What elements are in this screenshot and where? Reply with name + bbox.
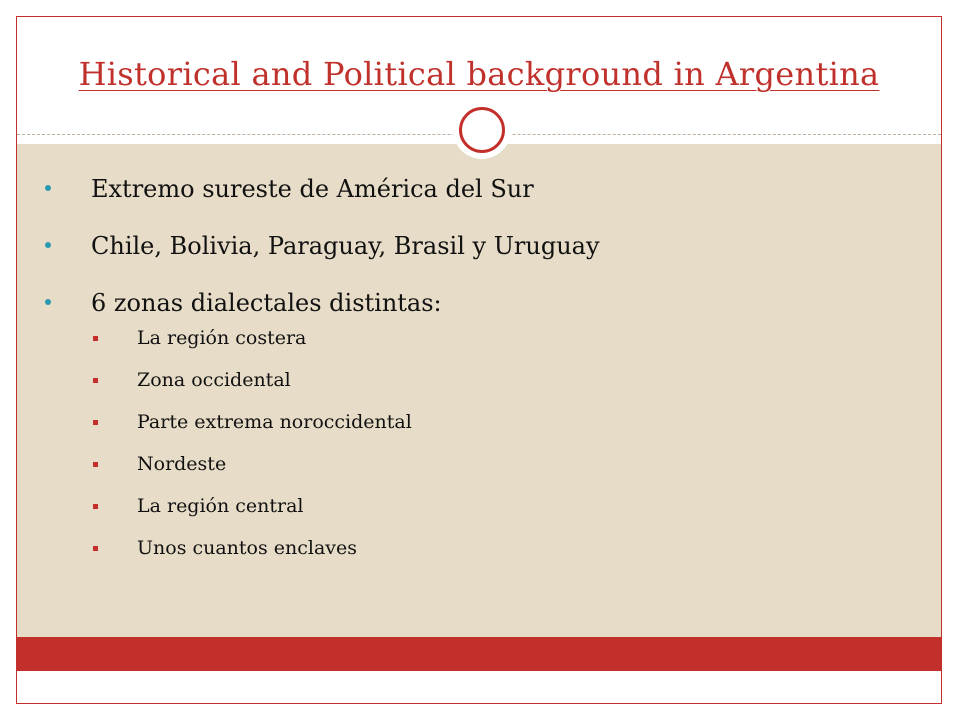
sub-bullet-item xyxy=(89,494,849,518)
sub-bullet-text: Parte extrema noroccidental xyxy=(137,411,412,433)
slide-title: Historical and Political background in Argentina xyxy=(78,55,880,93)
square-bullet-icon xyxy=(93,462,98,467)
dot-bullet-icon xyxy=(45,242,51,248)
bullet-text: Extremo sureste de América del Sur xyxy=(91,175,534,203)
dot-bullet-icon xyxy=(45,299,51,305)
sub-bullet-text: Unos cuantos enclaves xyxy=(137,537,358,559)
footer-bar xyxy=(17,637,941,671)
bullet-text: 6 zonas dialectales distintas: xyxy=(91,289,442,317)
sub-bullet-item xyxy=(89,410,849,434)
ring-inner xyxy=(459,107,505,153)
sub-bullet-item xyxy=(89,452,849,476)
sub-bullet-text: Zona occidental xyxy=(137,369,291,391)
square-bullet-icon xyxy=(93,546,98,551)
sub-bullet-item xyxy=(89,326,849,350)
dot-bullet-icon xyxy=(45,185,51,191)
content-area xyxy=(17,144,941,671)
sub-bullet-item xyxy=(89,536,849,560)
bullet-item xyxy=(41,231,901,261)
slide-frame xyxy=(16,16,942,704)
sub-bullet-item xyxy=(89,368,849,392)
square-bullet-icon xyxy=(93,336,98,341)
bullet-list xyxy=(41,174,901,345)
bullet-text: Chile, Bolivia, Paraguay, Brasil y Uruguay xyxy=(91,232,600,260)
bullet-item xyxy=(41,174,901,204)
sub-bullet-text: La región costera xyxy=(137,327,307,349)
ring-icon xyxy=(453,101,511,159)
bullet-item xyxy=(41,288,901,318)
sub-bullet-list xyxy=(89,326,849,578)
square-bullet-icon xyxy=(93,420,98,425)
sub-bullet-text: Nordeste xyxy=(137,453,227,475)
square-bullet-icon xyxy=(93,378,98,383)
square-bullet-icon xyxy=(93,504,98,509)
sub-bullet-text: La región central xyxy=(137,495,304,517)
